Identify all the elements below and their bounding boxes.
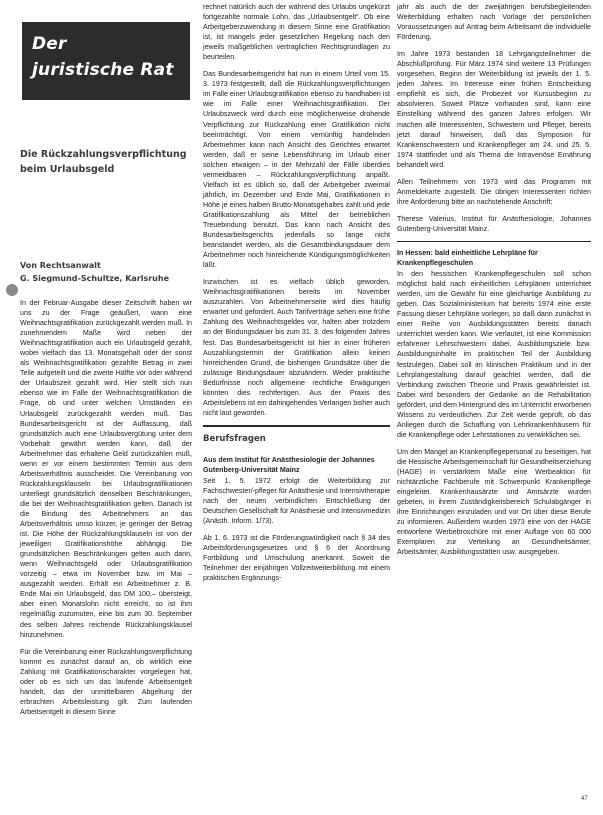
col1-paragraph: Für die Vereinbarung einer Rückzahlungsverpflichtung kommt es zunächst darauf an, ob wirklich eine Zahlung mit Gratifikationscharakter vorgelegen hat, oder ob es sich um das laufende Arbeitsentgelt handelt, das der unmittelbaren Abgeltung der erbrachten Arbeitsleistung gilt. Zum laufenden Arbeitsentgelt in diesem Sinne — [20, 647, 192, 716]
masthead-title-line-2: juristische Rat — [32, 60, 174, 80]
section-divider — [203, 425, 390, 427]
article-title: Die Rückzahlungsverpflichtung beim Urlaubsgeld — [20, 149, 187, 175]
section-heading: Berufsfragen — [203, 433, 266, 444]
col2-paragraph: Seit 1. 5. 1972 erfolgt die Weiterbildung zur Fachschwester/-pfleger für Anästhesie und Intensivtherapie nach der neuen verbindlichen Entschließung der Deutschen Gesellschaft für Anästhesie und Intensivmedizin (Anästh. Inform. 1/73). — [203, 476, 390, 526]
masthead-box — [22, 22, 190, 100]
page-number: 47 — [581, 796, 588, 802]
column-1-body — [20, 298, 192, 724]
col3-paragraph: Allen Teilnehmern von 1973 wird das Programm mit Anmeldekarte zugestellt. Die übrigen Interessenten richten ihre Anforderung bitte an nachstehende Anschrift: — [397, 177, 591, 206]
col3-subheading: In Hessen: bald einheitliche Lehrpläne für Krankenpflegeschulen — [397, 248, 538, 268]
col2-paragraph: Das Bundesarbeitsgericht hat nun in einem Urteil vom 15. 3. 1973 festgestellt, daß die Rückzahlungsverpflichtungen im Falle einer Urlaubsgratifikation ebenso zu handhaben ist wie im Falle einer Weihnachtsgratifikation. Der Urlaubszweck wird durch eine möglicherweise drohende Verpflichtung zur Rückzahlung einer Gratifikation nicht beeinträchtigt. Von einem vernünftig handelnden Arbeitnehmer kann nach Ansicht des Gerichtes erwartet werden, daß er seine Lebensführung im Urlaub einer solchen etwaigen – in der Mehrzahl der Fälle überdies vermeidbaren – Rückzahlungsverpflichtung anpaßt. Vielfach ist es üblich so, daß der Arbeitgeber zweimal jährlich, im Dezember und Ende Mai, Gratifikationen in Höhe je eines halben Brutto-Monatsgehaltes zahlt und jede Gratifikationszahlung als Mittel der betrieblichen Treuebindung benutzt. Das kann nach Ansicht des Bundesarbeitsgerichts jedenfalls so lange nicht beanstandet werden, als die Gesamtbindungsdauer dem Arbeitnehmer noch hinreichende Kündigungsmöglichkeiten läßt. — [203, 70, 390, 270]
col3-paragraph: jahr als auch die der zweijährigen berufsbegleitenden Weiterbildung erhalten nach Vorlage der persönlichen Voraussetzungen auf Antrag beim Arbeitsamt die individuelle Förderung. — [397, 3, 591, 42]
col1-paragraph: In der Februar-Ausgabe dieser Zeitschrift haben wir uns zu der Frage geäußert, wann eine Weihnachtsgratifikation zurückgezahlt werden muß. In zunehmendem Maße wird neben der Weihnachtsgratifikation auch ein Urlaubsgeld gezahlt, wobei vielfach das 13. Monatsgehalt oder der sonst als Weihnachtsgratifikation gezahlte Betrag in zwei Teile aufgeteilt und die zweite Hälfte vor oder während der Urlaubszeit gezahlt wird. Hier stellt sich nun ebenso wie im Falle der Weihnachtsgratifikation die Frage, ob und unter welchen Umständen ein Urlaubsgeld zurückgezahlt werden muß. Das Bundesarbeitsgericht ist der Auffassung, daß grundsätzlich auch eine Urlaubsvergütung unter dem Vorbehalt gewährt werden kann, daß der Arbeitnehmer das erhaltene Geld zurückzahlen muß, wenn er vor einem bestimmten Termin aus dem Arbeitsverhältnis ausscheidet. Die Vereinbarung von Rückzahlungsklauseln bei Urlaubsgratifikationen unterliegt grundsätzlich denselben Beschränkungen, die bei der Weihnachtsgratifikation gelten. Danach ist die Bindung des Arbeitnehmers an das Arbeitsverhältnis umso kürzer, je geringer der Betrag ist. Die Höhe der Rückzahlungsklauseln ist von der jeweiligen Gratifikationshöhe abhängig. Die grundsätzlichen Beschränkungen gelten auch dann, wenn Weihnachtsgeld oder Urlaubsgratifikation vorzeitig – etwa im November bzw. im Mai – ausgezahlt werden. Erhält ein Arbeitnehmer z. B. Ende Mai ein Urlaubsgeld, das DM 100,– übersteigt, aber einen Monatslohn nicht erreicht, so ist ihm regelmäßig zuzumuten, eine bis zum 30. September des selben Jahres reichende Rückzahlungsklausel hinzunehmen. — [20, 299, 192, 639]
col2-subheading: Aus dem Institut für Anästhesiologie der Johannes Gutenberg-Universität Mainz — [203, 455, 375, 474]
col3-paragraph: Therese Valerius, Institut für Anästhesiologie, Johannes Gutenberg-Universität Mainz. — [397, 214, 591, 233]
col3-divider — [397, 241, 591, 242]
masthead-title-line-1: Der — [32, 34, 67, 54]
ink-blot-mark — [6, 284, 18, 296]
col2-paragraph: Inzwischen ist es vielfach üblich geworden, Weihnachtsgratifikationen bereits im November auszuzahlen. Von Arbeitnehmerseite wird dies häufig erwartet und gefordert. Auch Tarifverträge sehen eine frühe Zahlung des Weihnachtsgeldes vor, halten aber trotzdem an der Bindungsdauer bis zum 31. 3. des folgenden Jahres fest. Das Bundesarbeitsgericht ist hier in einer früheren Auszahlungstermin der Gratifikation allein keinen hinreichenden Grund, die bisherigen Grundsätze über die zulässige Bindungsdauer abzuändern. Weder praktische Bedürfnisse noch allgemeine rechtliche Erwägungen könnten dies rechtfertigen. Aus der Praxis des Arbeitslebens ist ein dahingehendes Verlangen bisher auch nicht laut geworden. — [203, 278, 390, 417]
byline-author: G. Siegmund-Schultze, Karlsruhe — [20, 274, 169, 283]
col3-paragraph: Im Jahre 1973 bestanden 18 Lehrgangsteilnehmer die Abschlußprüfung. Für März 1974 sind weitere 13 Prüfungen vorgesehen. Beginn der Weiterbildung ist jeweils der 1. 5. jeden Jahres. Im Interesse einer frühen Entscheidung empfiehlt es sich, die Probezeit vor Kursusbeginn zu absolvieren. Soweit Plätze vorhanden sind, kann eine Einstellung während des ganzen Jahres erfolgen. Wir machen alle Interessenten, Schwestern und Pfleger, bereits jetzt darauf hinweisen, daß das Symposion für Krankenschwestern und Krankenpfleger am 24. und 25. 5. 1974 stattfindet und als Thema die Intravenöse Ernährung behandelt wird. — [397, 50, 591, 169]
byline-role: Von Rechtsanwalt — [20, 261, 101, 270]
col2-paragraph: rechnet natürlich auch der während des Urlaubs ungekürzt fortgezahlte normale Lohn, das „Urlaubsentgelt“. Ob eine Arbeitgeberzuwendung in diesem Sinne eine Gratifikation ist, ist mangels jeder gesetzlichen Regelung nach den jeweils maßgeblichen vertraglichen Rechtsgrundlagen zu beurteilen. — [203, 3, 390, 62]
byline — [20, 259, 192, 285]
col3-paragraph: In den hessischen Krankenpflegeschulen soll schon möglichst bald nach einheitlichen Lehrplänen unterrichtet werden, um die Gewähr für eine gleichartige Ausbildung zu geben. Das Sozialministerium hat bereits 1974 eine erste Fassung dieser Lehrpläne vorlegen, so daß dann zunächst in einer Reihe von Ausbildungsstätten bereits danach unterrichtet werden kann. Wie verlautet, ist eine Kommission erfahrener Lehrschwestern dabei, Ausbildungsziele bzw. Ausbildungsinhalte im praktischen Teil der Ausbildung festzulegen. Dabei soll im klinischen Praktikum und in der Lehrplangestaltung darauf geachtet werden, daß die Verbindung zwischen Theorie und Praxis gewährleistet ist. Dabei wird besonders der Gedanke an die Rehabilitation gefördert, und dem Hintergrund des im Unterricht erworbenen Wissens zu verdeutlichen. Zur Zeit werde geprüft, ob das Anliegen durch die Schaffung von Lehrkrankenhäusern für die Krankenpflege oder Lehrstationen zu verwirklichen sei. — [397, 270, 591, 439]
column-3-body — [397, 2, 591, 564]
column-2-body — [203, 2, 390, 590]
col3-paragraph: Um den Mangel an Krankenpflegepersonal zu beseitigen, hat die Hessische Arbeitsgemeinschaft für Gesundheitserziehung (HAGE) in verstärktem Maße eine Werbeaktion für nichtärztliche Fachberufe mit Schwerpunkt Krankenpflege eingeleitet. Krankenhausärzte und Amtsärzte wurden gebeten, in ihrem Zuständigkeitsbereich Schulabgänger in ihre Einrichtungen einzuladen und vor Ort über diese Berufe zu informieren. Außerdem wurden 1973 eine von der HAGE entworfene Werbebroschüre mit einer Auflage von 60 000 Exemplaren zur Verteilung an Gesundheitsämter, Arbeitsämter, Ausbildungsstätten usw. ausgegeben. — [397, 447, 591, 557]
col2-paragraph: Ab 1. 6. 1973 ist die Förderungswürdigkeit nach § 34 des Arbeitsförderungsgesetzes und § 6 der Anordnung Fortbildung und Umschulung anerkannt. Soweit die Teilnehmer der einjährigen Vollzeitweiterbildung mit einem praktischen Ergänzungs- — [203, 534, 390, 583]
